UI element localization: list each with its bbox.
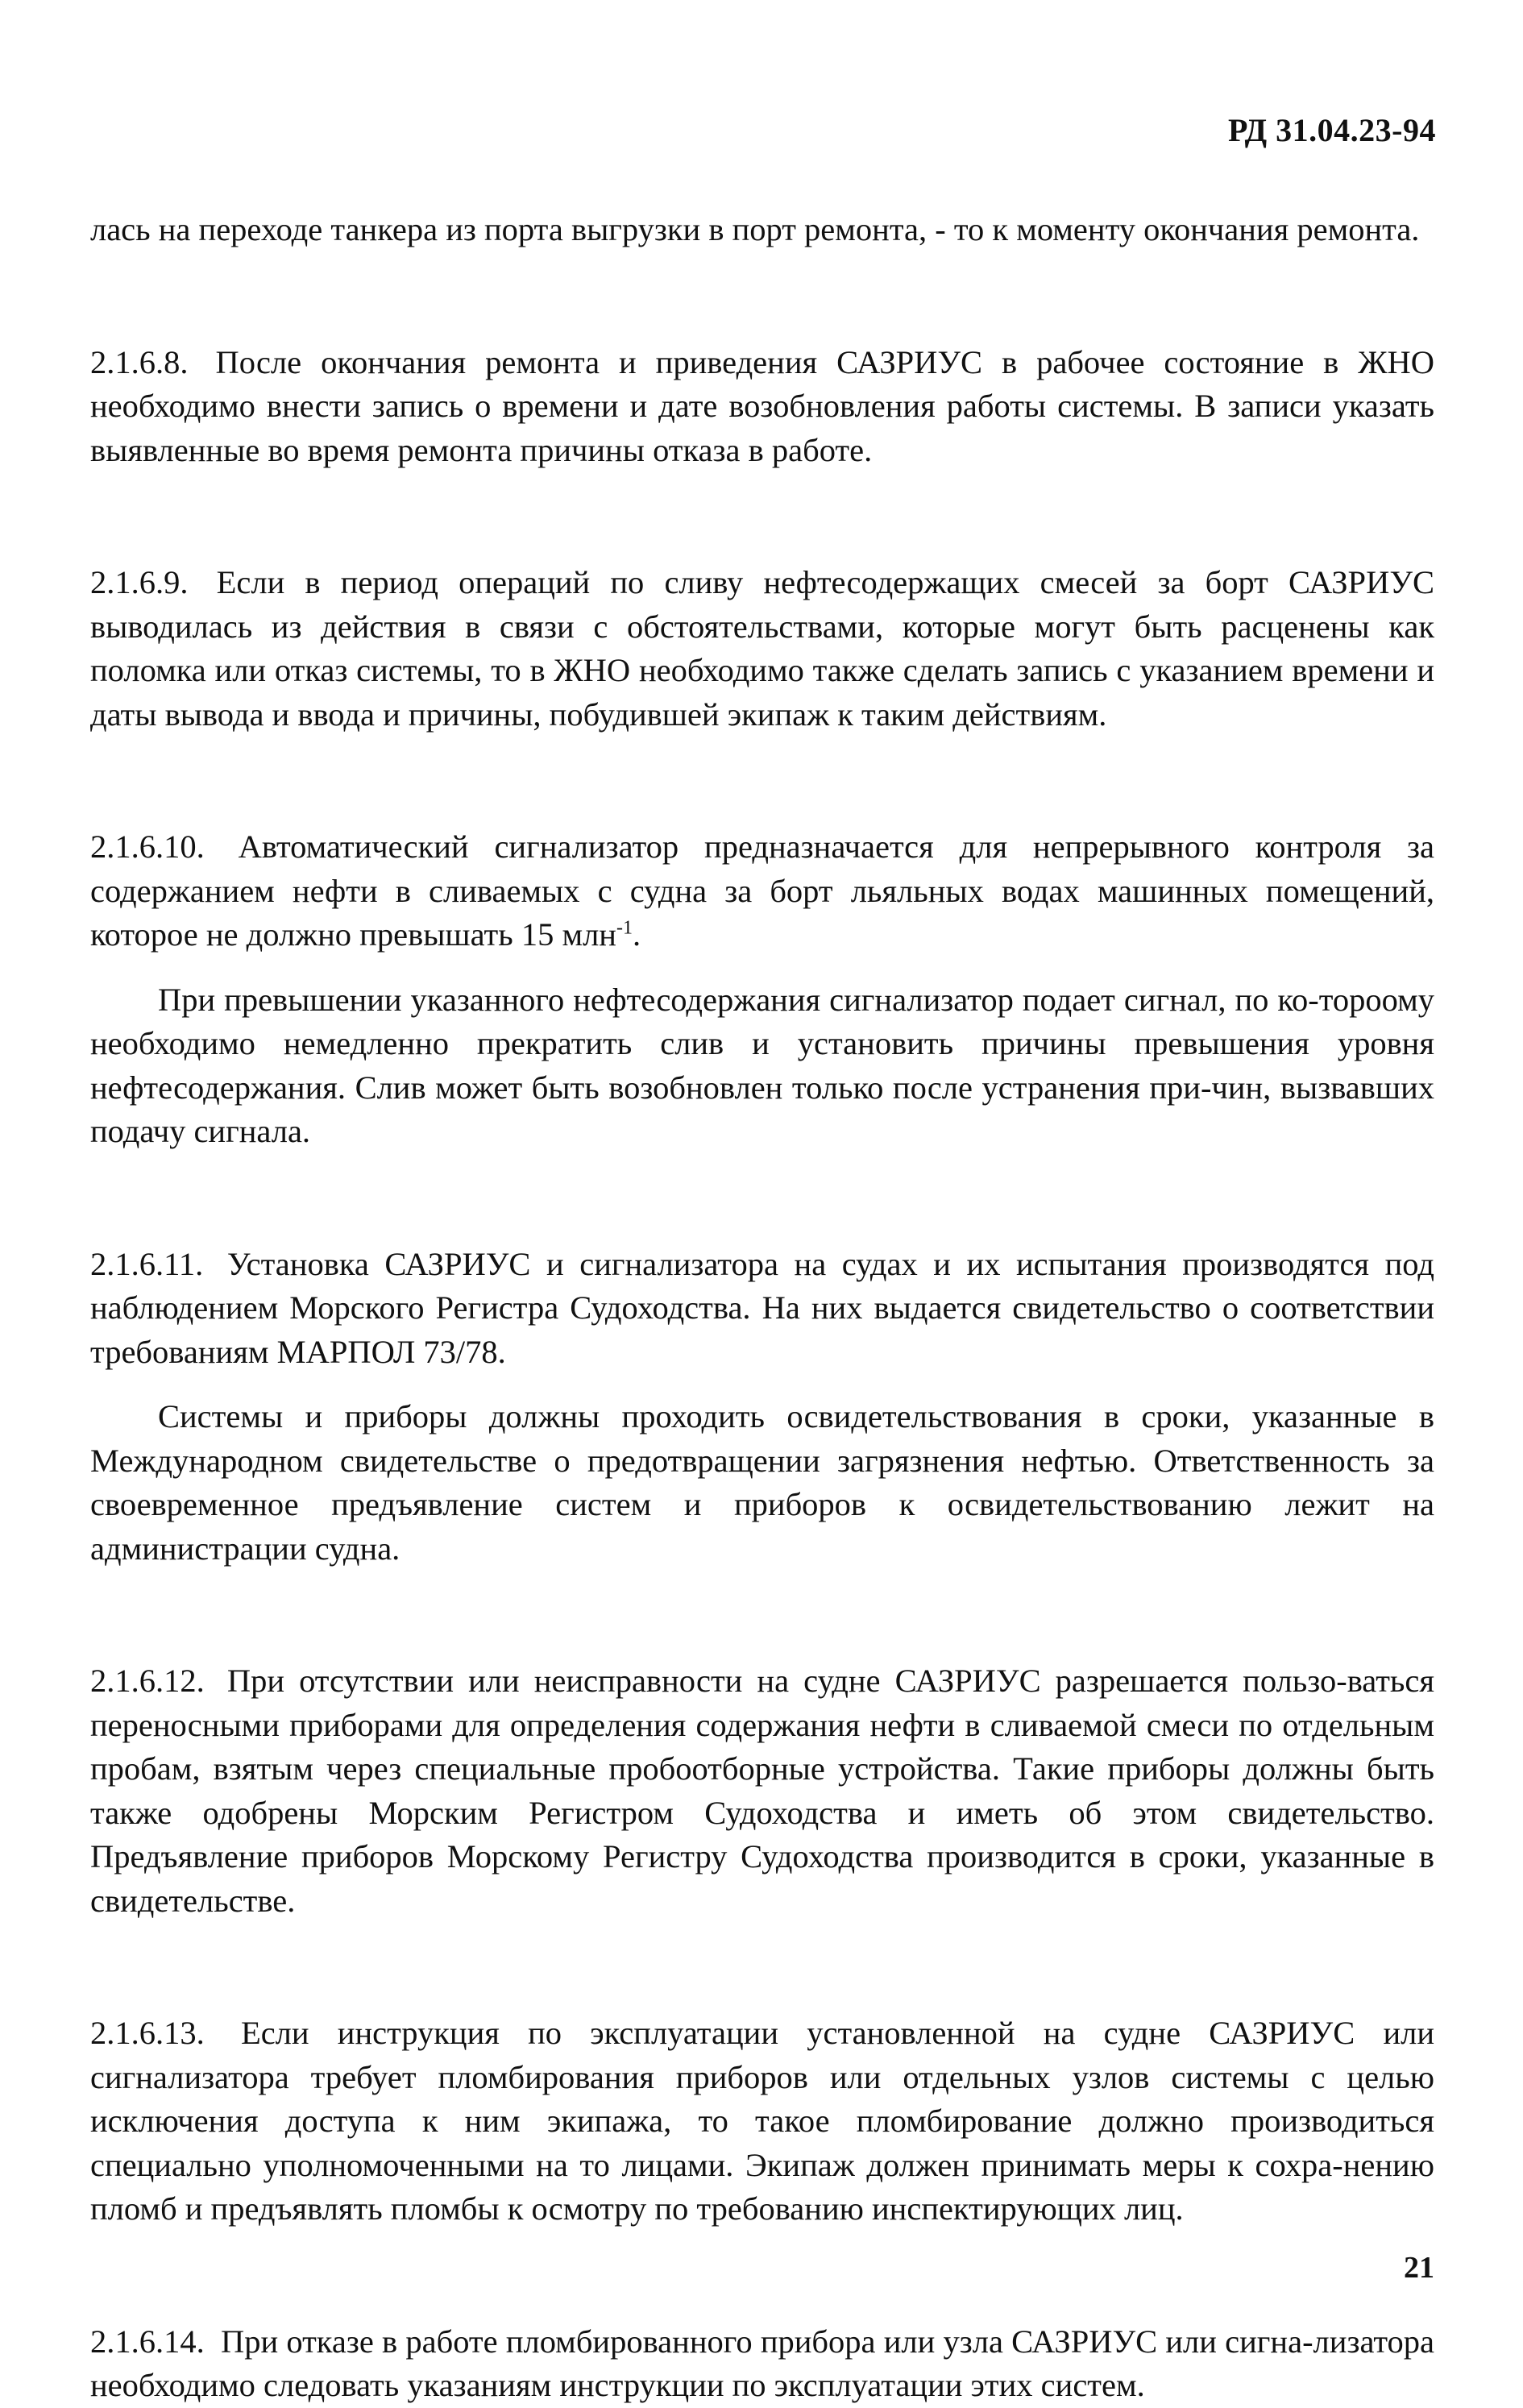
clause-2-1-6-14: [90, 2320, 1434, 2408]
clause-number: 2.1.6.14.: [90, 2323, 205, 2360]
clause-number: 2.1.6.9.: [90, 564, 189, 600]
clause-number: 2.1.6.8.: [90, 343, 189, 380]
clause-number: 2.1.6.12.: [90, 1663, 205, 1699]
superscript-exponent: -1: [616, 917, 633, 939]
clause-2-1-6-10-followup: При превышении указанного нефтесодержания сигнализатор подает сигнал, по ко-тороому необходимо немедленно прекратить слив и установить причины превышения уровня нефтесодержания. Слив может быть возобновлен только после устранения при-чин, вызвавших подачу сигнала.: [90, 981, 1434, 1149]
continuation-paragraph: лась на переходе танкера из порта выгрузки в порт ремонта, - то к моменту окончания ремонта.: [90, 211, 1420, 247]
clause-text: При отказе в работе пломбированного прибора или узла САЗРИУС или сигна-лизатора необходимо следовать указаниям инструкции по эксплуатации этих систем.: [90, 2323, 1435, 2403]
document-code: РД 31.04.23-94: [1228, 112, 1436, 148]
clause-text-end: .: [632, 916, 641, 953]
clause-number: 2.1.6.10.: [90, 828, 205, 865]
clause-2-1-6-11-followup: Системы и приборы должны проходить освидетельствования в сроки, указанные в Международном свидетельстве о предотвращении загрязнения нефтью. Ответственность за своевременное предъявление систем и приборов к освидетельствованию лежит на администрации судна.: [90, 1398, 1434, 1567]
clause-text: После окончания ремонта и приведения САЗРИУС в рабочее состояние в ЖНО необходимо внести запись о времени и дате возобновления работы системы. В записи указать выявленные во время ремонта причины отказа в работе.: [90, 343, 1435, 468]
document-body: [90, 208, 1434, 2408]
clause-number: 2.1.6.11.: [90, 1245, 204, 1282]
clause-text: Если в период операций по сливу нефтесодержащих смесей за борт САЗРИУС выводилась из действия в связи с обстоятельствами, которые могут быть расценены как поломка или отказ системы, то в ЖНО необходимо также сделать запись с указанием времени и даты вывода и ввода и причины, побудившей экипаж к таким действиям.: [90, 564, 1435, 733]
clause-2-1-6-10: [90, 825, 1434, 957]
clause-text: Автоматический сигнализатор предназначается для непрерывного контроля за содержанием нефти в сливаемых с судна за борт льяльных водах машинных помещений, которое не должно превышать 15 млн: [90, 828, 1435, 953]
clause-number: 2.1.6.13.: [90, 2015, 205, 2051]
page-number: 21: [1404, 2251, 1434, 2285]
clause-2-1-6-11: [90, 1243, 1434, 1375]
clause-text: Установка САЗРИУС и сигнализатора на судах и их испытания производятся под наблюдением Морского Регистра Судоходства. На них выдается свидетельство о соответствии требованиям МАРПОЛ 73/78.: [90, 1245, 1434, 1370]
clause-text: Если инструкция по эксплуатации установленной на судне САЗРИУС или сигнализатора требует пломбирования приборов или отдельных узлов системы с целью исключения доступа к ним экипажа, то такое пломбирование должно производиться специально уполномоченными на то лицами. Экипаж должен принимать меры к сохра-нению пломб и предъявлять пломбы к осмотру по требованию инспектирующих лиц.: [90, 2015, 1435, 2227]
clause-2-1-6-13: [90, 2012, 1434, 2232]
clause-2-1-6-9: [90, 561, 1434, 737]
clause-2-1-6-8: [90, 341, 1434, 473]
clause-2-1-6-12: [90, 1659, 1434, 1923]
clause-text: При отсутствии или неисправности на судне САЗРИУС разрешается пользо-ваться переносными приборами для определения содержания нефти в сливаемой смеси по отдельным пробам, взятым через специальные пробоотборные устройства. Такие приборы должны быть также одобрены Морским Регистром Судоходства и иметь об этом свидетельство. Предъявление приборов Морскому Регистру Судоходства производится в сроки, указанные в свидетельстве.: [90, 1663, 1434, 1919]
